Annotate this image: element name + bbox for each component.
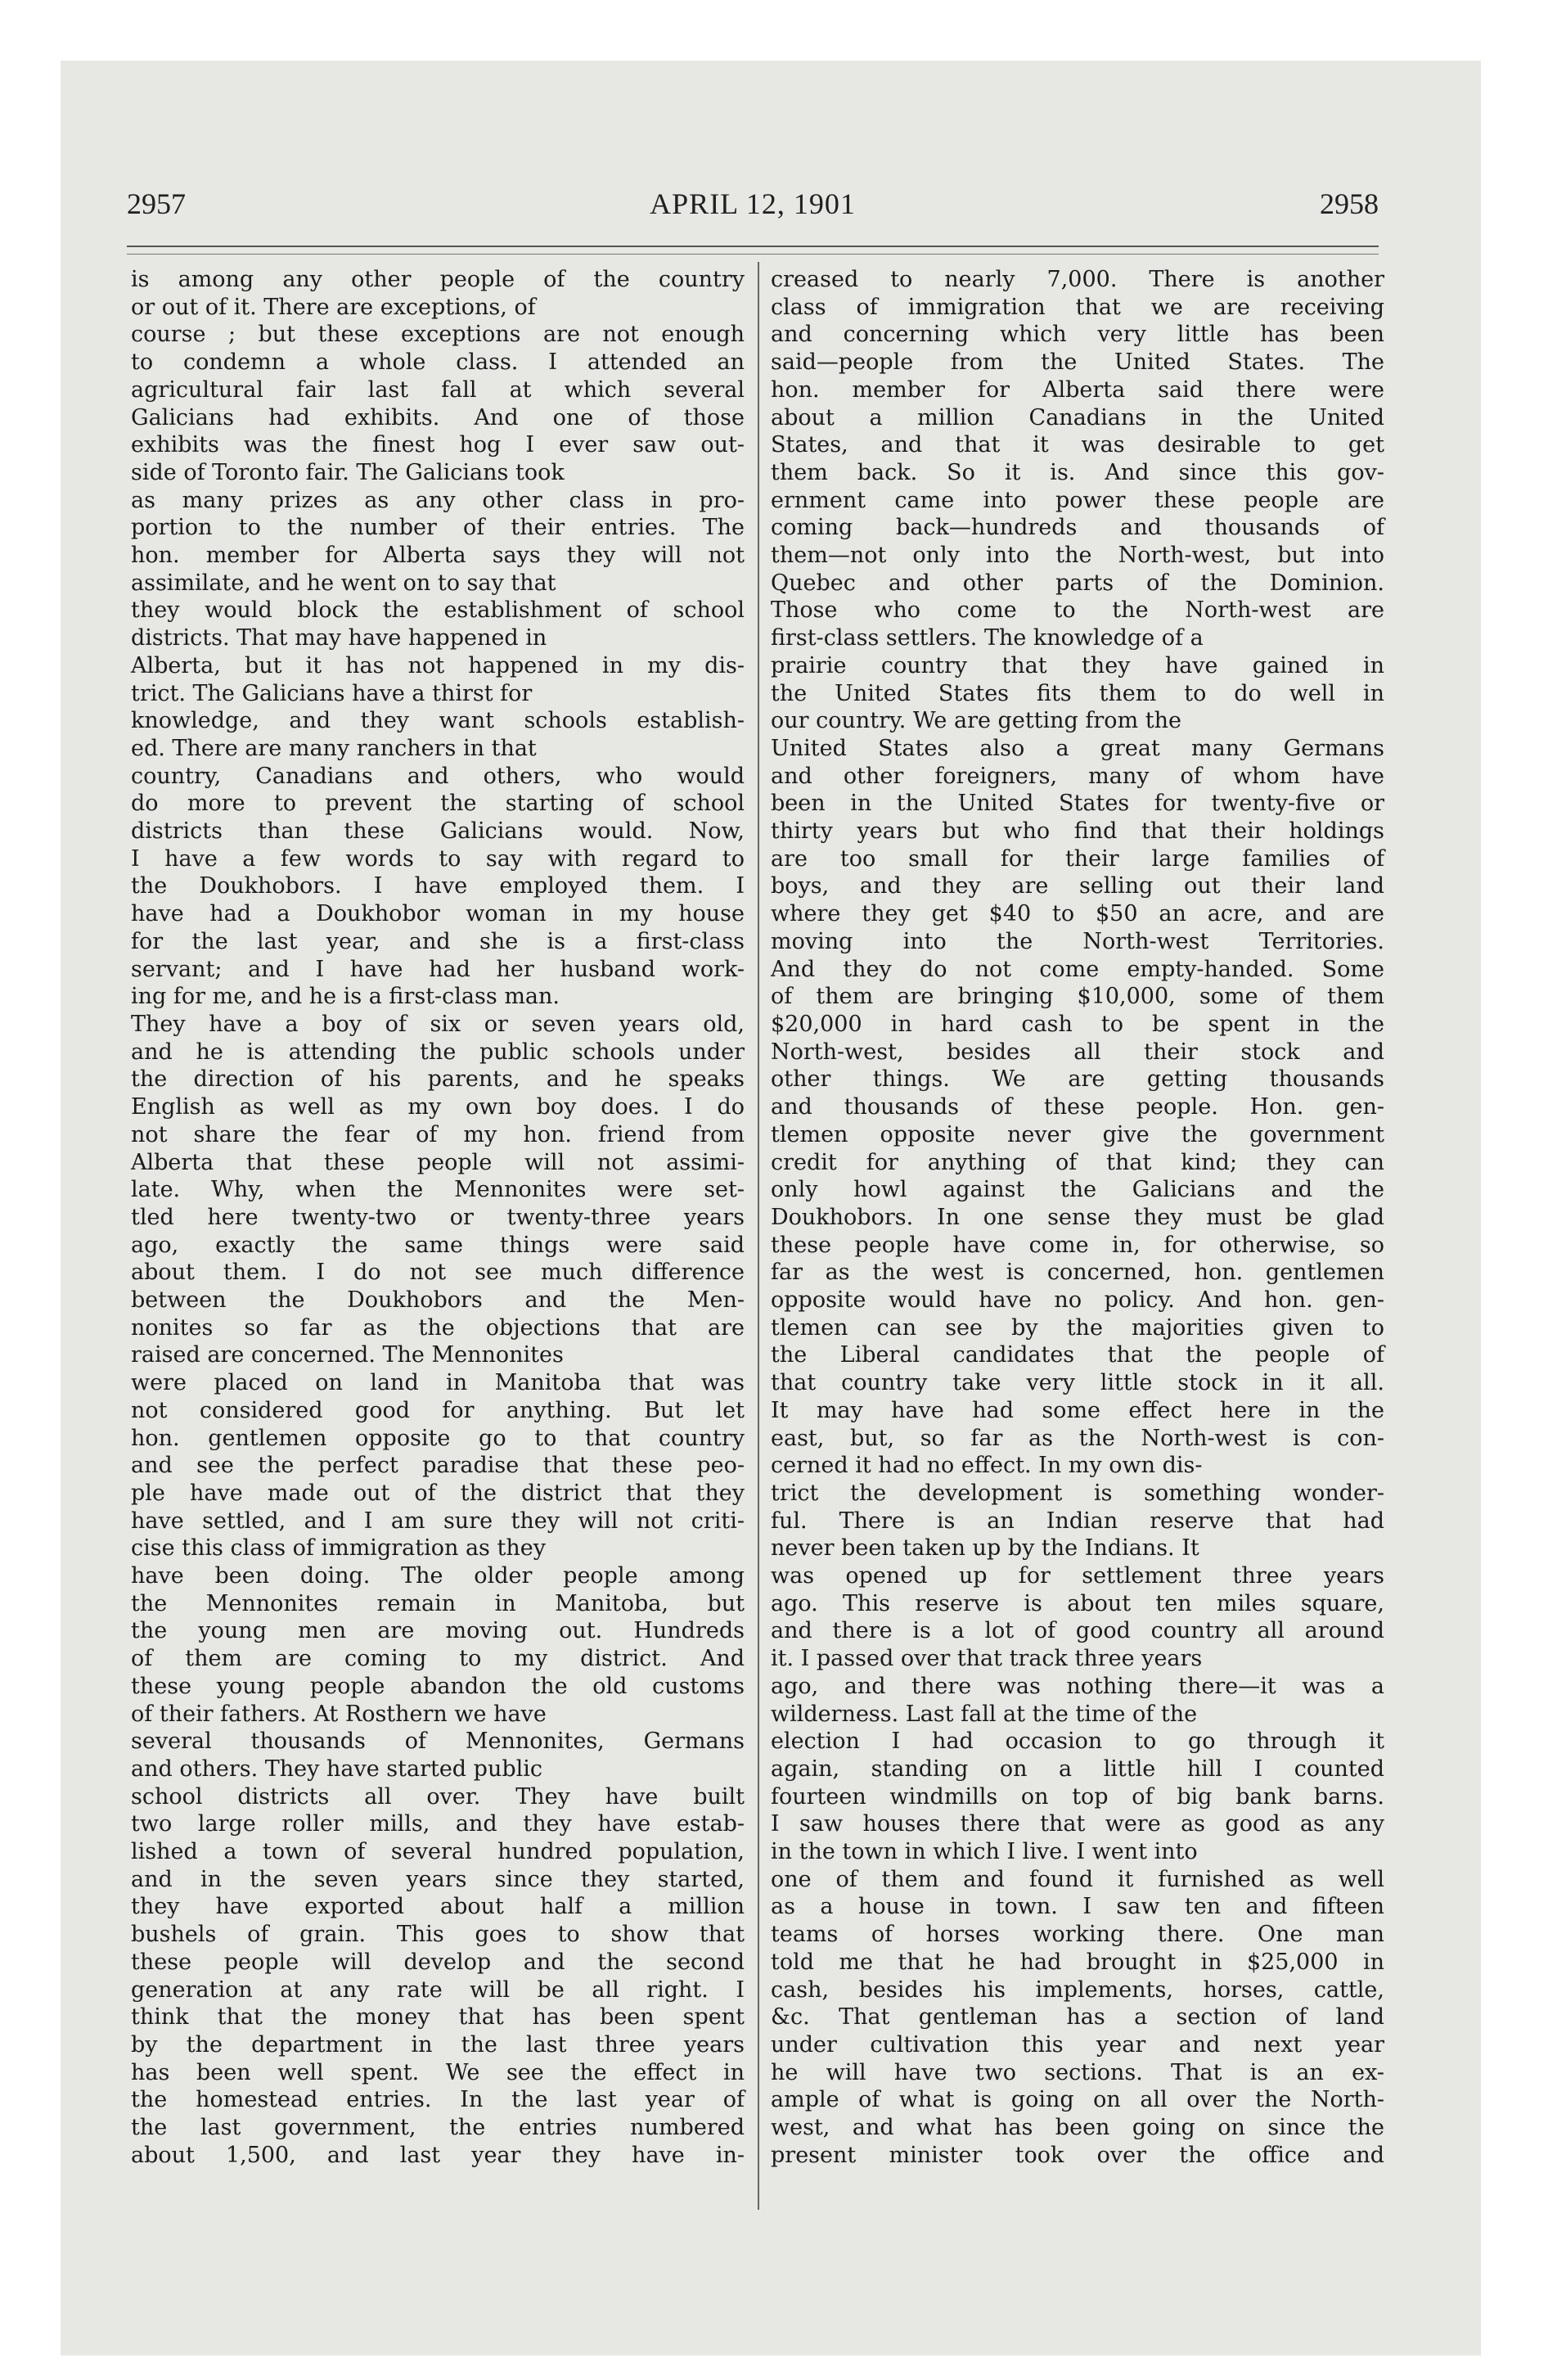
- text-line: first-class settlers. The knowledge of a: [771, 625, 1204, 651]
- text-line: have settled, and I am sure they will not criti-: [131, 1508, 745, 1534]
- text-line: are too small for their large families of: [771, 845, 1384, 872]
- text-line: North-west, besides all their stock and: [771, 1039, 1384, 1065]
- text-line: several thousands of Mennonites, Germans: [131, 1729, 745, 1755]
- text-line: was opened up for settlement three years: [771, 1563, 1384, 1589]
- text-line: ed. There are many ranchers in that: [131, 735, 537, 761]
- text-line: or out of it. There are exceptions, of: [131, 294, 536, 320]
- text-line: the young men are moving out. Hundreds: [131, 1618, 745, 1644]
- text-line: Those who come to the North-west are: [771, 597, 1384, 624]
- text-line: about 1,500, and last year they have in-: [131, 2142, 745, 2168]
- text-line: districts. That may have happened in: [131, 625, 547, 651]
- text-line: late. Why, when the Mennonites were set-: [131, 1177, 745, 1203]
- text-line: generation at any rate will be all right. I: [131, 1977, 745, 2003]
- text-line: States, and that it was desirable to get: [771, 432, 1384, 458]
- text-line: have had a Doukhobor woman in my house: [131, 901, 745, 927]
- text-line: them back. So it is. And since this gov-: [771, 459, 1384, 485]
- text-line: our country. We are getting from the: [771, 708, 1181, 734]
- text-line: Alberta that these people will not assimi-: [131, 1149, 745, 1175]
- text-line: other things. We are getting thousands: [771, 1066, 1384, 1093]
- text-line: tlemen opposite never give the government: [771, 1121, 1384, 1147]
- text-line: class of immigration that we are receiving: [771, 294, 1384, 320]
- text-line: is among any other people of the country: [131, 267, 745, 292]
- text-line: these young people abandon the old customs: [131, 1673, 745, 1699]
- text-line: portion to the number of their entries. The: [131, 515, 745, 541]
- text-line: of them are coming to my district. And: [131, 1646, 745, 1672]
- text-line: about a million Canadians in the United: [771, 404, 1384, 430]
- text-line: tled here twenty-two or twenty-three years: [131, 1204, 745, 1230]
- text-line: the direction of his parents, and he speaks: [131, 1066, 745, 1093]
- text-line: bushels of grain. This goes to show that: [131, 1922, 745, 1948]
- text-line: the homestead entries. In the last year of: [131, 2087, 745, 2113]
- header-date: APRIL 12, 1901: [650, 187, 856, 220]
- text-line: trict. The Galicians have a thirst for: [131, 680, 533, 706]
- text-line: west, and what has been going on since the: [771, 2115, 1384, 2141]
- text-line: east, but, so far as the North-west is con-: [771, 1425, 1384, 1451]
- text-line: never been taken up by the Indians. It: [771, 1535, 1199, 1562]
- text-line: And they do not come empty-handed. Some: [771, 956, 1384, 982]
- text-line: Alberta, but it has not happened in my dis-: [131, 652, 745, 678]
- text-line: as many prizes as any other class in pro-: [131, 487, 745, 513]
- text-line: them—not only into the North-west, but into: [771, 543, 1384, 569]
- text-line: fourteen windmills on top of big bank barns.: [771, 1783, 1384, 1810]
- text-line: the Liberal candidates that the people of: [771, 1342, 1384, 1368]
- text-line: It may have had some effect here in the: [771, 1397, 1384, 1423]
- text-line: side of Toronto fair. The Galicians took: [131, 459, 565, 485]
- header-rule-thin: [127, 254, 1379, 255]
- text-line: ago, exactly the same things were said: [131, 1232, 745, 1258]
- text-line: and concerning which very little has been: [771, 322, 1384, 348]
- text-line: districts than these Galicians would. Now,: [131, 818, 745, 845]
- text-line: been in the United States for twenty-five or: [771, 791, 1384, 817]
- text-line: and thousands of these people. Hon. gen-: [771, 1094, 1384, 1120]
- header-rule: [127, 246, 1379, 247]
- text-line: creased to nearly 7,000. There is another: [771, 267, 1384, 292]
- text-line: far as the west is concerned, hon. gentlemen: [771, 1260, 1384, 1286]
- text-line: cash, besides his implements, horses, cattle,: [771, 1977, 1384, 2003]
- text-line: ing for me, and he is a first-class man.: [131, 984, 560, 1010]
- text-line: prairie country that they have gained in: [771, 652, 1384, 678]
- text-line: ago. This reserve is about ten miles square,: [771, 1590, 1384, 1616]
- text-line: boys, and they are selling out their land: [771, 873, 1384, 899]
- text-line: one of them and found it furnished as well: [771, 1866, 1384, 1892]
- text-line: to condemn a whole class. I attended an: [131, 349, 745, 376]
- text-line: do more to prevent the starting of school: [131, 791, 745, 817]
- text-line: the Mennonites remain in Manitoba, but: [131, 1590, 745, 1616]
- text-line: tlemen can see by the majorities given to: [771, 1314, 1384, 1341]
- text-line: not considered good for anything. But let: [131, 1397, 745, 1423]
- text-line: election I had occasion to go through it: [771, 1729, 1384, 1755]
- text-line: and other foreigners, many of whom have: [771, 763, 1384, 789]
- text-line: moving into the North-west Territories.: [771, 928, 1384, 954]
- text-line: school districts all over. They have built: [131, 1783, 745, 1810]
- text-line: United States also a great many Germans: [771, 735, 1384, 761]
- text-line: told me that he had brought in $25,000 in: [771, 1949, 1384, 1975]
- text-line: he will have two sections. That is an ex-: [771, 2059, 1384, 2085]
- text-line: servant; and I have had her husband work-: [131, 956, 745, 982]
- page-number-right: 2958: [1320, 187, 1379, 220]
- text-line: as a house in town. I saw ten and fifteen: [771, 1894, 1384, 1920]
- text-line: ernment came into power these people are: [771, 487, 1384, 513]
- text-line: of them are bringing $10,000, some of them: [771, 984, 1384, 1010]
- text-line: course ; but these exceptions are not enough: [131, 322, 745, 348]
- text-line: has been well spent. We see the effect in: [131, 2059, 745, 2085]
- text-line: credit for anything of that kind; they can: [771, 1149, 1384, 1175]
- text-line: thirty years but who find that their holdings: [771, 818, 1384, 845]
- text-line: Quebec and other parts of the Dominion.: [771, 570, 1384, 596]
- page-header: [127, 182, 1379, 231]
- text-line: and he is attending the public schools under: [131, 1039, 745, 1065]
- text-line: coming back—hundreds and thousands of: [771, 515, 1384, 541]
- text-line: not share the fear of my hon. friend from: [131, 1121, 745, 1147]
- text-line: They have a boy of six or seven years old,: [131, 1011, 745, 1037]
- text-line: present minister took over the office and: [771, 2142, 1384, 2168]
- text-line: these people have come in, for otherwise, so: [771, 1232, 1384, 1258]
- text-line: opposite would have no policy. And hon. gen-: [771, 1287, 1384, 1314]
- text-line: ample of what is going on all over the North-: [771, 2087, 1384, 2113]
- right-column: [771, 266, 1384, 2170]
- text-line: that country take very little stock in it all.: [771, 1370, 1384, 1396]
- text-line: between the Doukhobors and the Men-: [131, 1287, 745, 1314]
- text-line: I have a few words to say with regard to: [131, 845, 745, 872]
- text-line: country, Canadians and others, who would: [131, 763, 745, 789]
- text-line: only howl against the Galicians and the: [771, 1177, 1384, 1203]
- text-line: were placed on land in Manitoba that was: [131, 1370, 745, 1396]
- text-line: said—people from the United States. The: [771, 349, 1384, 376]
- text-line: the Doukhobors. I have employed them. I: [131, 873, 745, 899]
- text-line: ple have made out of the district that they: [131, 1480, 745, 1506]
- text-line: cerned it had no effect. In my own dis-: [771, 1453, 1203, 1479]
- text-line: knowledge, and they want schools establish-: [131, 708, 745, 734]
- text-line: I saw houses there that were as good as any: [771, 1811, 1384, 1837]
- text-line: Galicians had exhibits. And one of those: [131, 404, 745, 430]
- text-line: lished a town of several hundred population,: [131, 1839, 745, 1865]
- text-line: by the department in the last three years: [131, 2032, 745, 2058]
- text-line: wilderness. Last fall at the time of the: [771, 1701, 1198, 1727]
- text-line: they would block the establishment of school: [131, 597, 745, 624]
- text-line: hon. gentlemen opposite go to that country: [131, 1425, 745, 1451]
- text-line: for the last year, and she is a first-class: [131, 928, 745, 954]
- text-line: &c. That gentleman has a section of land: [771, 2004, 1384, 2031]
- text-line: $20,000 in hard cash to be spent in the: [771, 1011, 1384, 1037]
- text-line: think that the money that has been spent: [131, 2004, 745, 2031]
- text-line: about them. I do not see much difference: [131, 1260, 745, 1286]
- text-line: nonites so far as the objections that are: [131, 1314, 745, 1341]
- text-line: and others. They have started public: [131, 1756, 543, 1782]
- text-line: again, standing on a little hill I counted: [771, 1756, 1384, 1782]
- text-line: it. I passed over that track three years: [771, 1646, 1203, 1672]
- text-line: they have exported about half a million: [131, 1894, 745, 1920]
- text-line: of their fathers. At Rosthern we have: [131, 1701, 547, 1727]
- text-line: Doukhobors. In one sense they must be glad: [771, 1204, 1384, 1230]
- text-line: under cultivation this year and next year: [771, 2032, 1384, 2058]
- text-line: these people will develop and the second: [131, 1949, 745, 1975]
- text-line: English as well as my own boy does. I do: [131, 1094, 745, 1120]
- text-line: and there is a lot of good country all around: [771, 1618, 1384, 1644]
- text-line: trict the development is something wonder-: [771, 1480, 1384, 1506]
- text-line: exhibits was the finest hog I ever saw out-: [131, 432, 745, 458]
- left-column: [131, 266, 745, 2170]
- text-line: hon. member for Alberta says they will not: [131, 543, 745, 569]
- text-line: have been doing. The older people among: [131, 1563, 745, 1589]
- text-line: hon. member for Alberta said there were: [771, 376, 1384, 403]
- text-line: ful. There is an Indian reserve that had: [771, 1508, 1384, 1534]
- page-number-left: 2957: [127, 187, 186, 220]
- text-line: agricultural fair last fall at which several: [131, 376, 745, 403]
- text-line: the United States fits them to do well in: [771, 680, 1384, 706]
- text-line: two large roller mills, and they have estab-: [131, 1811, 745, 1837]
- column-divider: [758, 262, 759, 2210]
- text-line: in the town in which I live. I went into: [771, 1839, 1198, 1865]
- text-line: cise this class of immigration as they: [131, 1535, 546, 1562]
- text-line: raised are concerned. The Mennonites: [131, 1342, 564, 1368]
- text-line: and in the seven years since they started,: [131, 1866, 745, 1892]
- text-line: where they get $40 to $50 an acre, and are: [771, 901, 1384, 927]
- text-line: assimilate, and he went on to say that: [131, 570, 556, 596]
- text-line: and see the perfect paradise that these peo-: [131, 1453, 745, 1479]
- text-line: the last government, the entries numbered: [131, 2115, 745, 2141]
- text-line: teams of horses working there. One man: [771, 1922, 1384, 1948]
- text-line: ago, and there was nothing there—it was a: [771, 1673, 1384, 1699]
